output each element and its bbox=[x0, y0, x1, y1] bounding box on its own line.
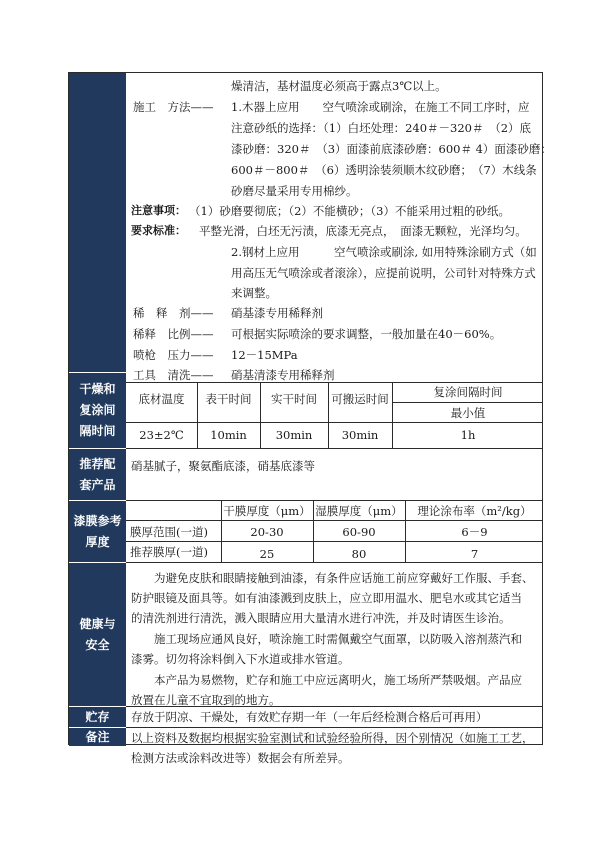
drying-value: 1h bbox=[460, 428, 476, 442]
storage-text: 存放于阴凉、干燥处，有效贮存期一年（一年后经检测合格后可再用） bbox=[131, 710, 488, 724]
metal-line: 来调整。 bbox=[231, 286, 277, 300]
safety-line: 本产品为易燃物，贮存和施工中应远离明火，施工场所严禁吸烟。产品应 bbox=[131, 673, 522, 687]
application-line: 燥清洁，基材温度必须高于露点3℃以上。 bbox=[231, 79, 447, 93]
application-line: 漆砂磨：320＃ （3）面漆前底漆砂磨：600＃ 4）面漆砂磨： bbox=[231, 142, 552, 156]
metal-line: 2.钢材上应用 空气喷涂或刷涂, 如用特殊涂刷方式（如 bbox=[231, 245, 537, 259]
divider bbox=[126, 382, 542, 383]
drying-value: 30min bbox=[275, 428, 313, 442]
sidebar-remarks-label: 备注 bbox=[69, 727, 126, 746]
divider bbox=[392, 402, 542, 403]
drying-header: 底材温度 bbox=[138, 392, 185, 406]
safety-line: 防护眼镜及面具等。如有油漆溅到皮肤上，应立即用温水、肥皂水或其它适当 bbox=[131, 591, 522, 605]
requirement-text: 平整光滑，白坯无污渍，底漆无亮点， 面漆无颗粒，光泽均匀。 bbox=[199, 224, 527, 238]
drying-value: 30min bbox=[341, 428, 379, 442]
divider bbox=[126, 541, 542, 542]
param-label: 稀释 比例—— bbox=[133, 327, 214, 341]
thickness-row-name: 膜厚范围(一道) bbox=[130, 525, 208, 539]
thickness-header: 理论涂布率（m²/kg） bbox=[417, 504, 532, 518]
remarks-line: 检测方法或涂料改进等）数据会有所差异。 bbox=[131, 751, 350, 765]
safety-line: 漆雾。切勿将涂料倒入下水道或排水管道。 bbox=[131, 652, 350, 666]
divider bbox=[126, 448, 542, 449]
safety-line: 施工现场应通风良好，喷涂施工时需佩戴空气面罩，以防吸入溶剂蒸汽和 bbox=[131, 632, 522, 646]
safety-line: 放置在儿童不宜取到的地方。 bbox=[131, 693, 281, 707]
thickness-value: 20-30 bbox=[250, 525, 284, 539]
divider bbox=[126, 422, 542, 423]
divider bbox=[126, 562, 542, 563]
notes-label: 注意事项： bbox=[131, 204, 186, 217]
requirement-label: 要求标准： bbox=[131, 224, 186, 237]
drying-header: 表干时间 bbox=[205, 392, 252, 406]
param-value: 硝基清漆专用稀释剂 bbox=[231, 368, 335, 382]
safety-line: 为避免皮肤和眼睛接触到油漆，有条件应话施工前应穿戴好工作服、手套、 bbox=[131, 571, 534, 585]
thickness-header: 干膜厚度（μm） bbox=[223, 504, 311, 518]
param-value: 可根据实际喷涂的要求调整，一般加量在40－60%。 bbox=[231, 327, 502, 341]
application-line: 600＃－800＃ （6）透明涂装须顺木纹砂磨； （7）木线条 bbox=[231, 163, 537, 177]
divider bbox=[126, 520, 542, 521]
drying-value: 23±2℃ bbox=[139, 428, 184, 442]
drying-header: 复涂间隔时间 bbox=[433, 385, 503, 399]
safety-line: 的清洗剂进行清洗，溅入眼睛应用大量清水进行冲洗，并及时请医生诊治。 bbox=[131, 611, 511, 625]
divider bbox=[126, 500, 542, 501]
thickness-header: 湿膜厚度（μm） bbox=[315, 504, 403, 518]
sidebar-safety-label: 健康与安全 bbox=[69, 562, 126, 706]
sidebar-recommend-label: 推荐配套产品 bbox=[69, 448, 126, 500]
thickness-value: 60-90 bbox=[342, 525, 376, 539]
recommend-text: 硝基腻子，聚氨酯底漆，硝基底漆等 bbox=[131, 459, 315, 473]
param-label: 喷枪 压力—— bbox=[133, 348, 214, 362]
remarks-line: 以上资料及数据均根据实验室测试和试验经验所得，因个别情况（如施工工艺， bbox=[131, 731, 534, 745]
drying-header: 实干时间 bbox=[271, 392, 317, 406]
sidebar-drying-label: 干燥和复涂间隔时间 bbox=[69, 372, 126, 448]
thickness-value: 25 bbox=[259, 547, 275, 561]
thickness-row-name: 推荐膜厚(一道) bbox=[130, 545, 208, 559]
application-line: 1.木器上应用 空气喷涂或刷涂，在施工不同工序时，应 bbox=[231, 100, 530, 114]
param-label: 工具 清洗—— bbox=[133, 368, 214, 382]
drying-header: 最小值 bbox=[450, 406, 486, 420]
param-value: 硝基漆专用稀释剂 bbox=[231, 306, 323, 320]
thickness-value: 7 bbox=[470, 547, 479, 561]
metal-line: 用高压无气喷涂或者滚涂），应提前说明，公司针对特殊方式 bbox=[231, 266, 536, 280]
drying-header: 可搬运时间 bbox=[331, 392, 389, 406]
thickness-value: 6－9 bbox=[461, 525, 488, 539]
application-method-label: 施工 方法—— bbox=[133, 100, 214, 114]
application-line: 砂磨尽量采用专用棉纱。 bbox=[231, 184, 358, 198]
param-label: 稀 释 剂—— bbox=[133, 306, 214, 320]
thickness-value: 80 bbox=[351, 547, 367, 561]
drying-value: 10min bbox=[210, 428, 247, 442]
param-value: 12－15MPa bbox=[231, 348, 298, 362]
divider bbox=[126, 727, 542, 728]
divider bbox=[126, 706, 542, 707]
application-line: 注意砂纸的选择：（1）白坯处理：240＃－320＃ （2）底 bbox=[231, 121, 532, 135]
sidebar-blank-top bbox=[69, 73, 126, 372]
notes-text: （1）砂磨要彻底；（2）不能横砂；（3）不能采用过粗的砂纸。 bbox=[189, 204, 510, 218]
sidebar-storage-label: 贮存 bbox=[69, 706, 126, 727]
sidebar-thickness-label: 漆膜参考厚度 bbox=[69, 500, 126, 562]
data-sheet bbox=[68, 72, 552, 765]
